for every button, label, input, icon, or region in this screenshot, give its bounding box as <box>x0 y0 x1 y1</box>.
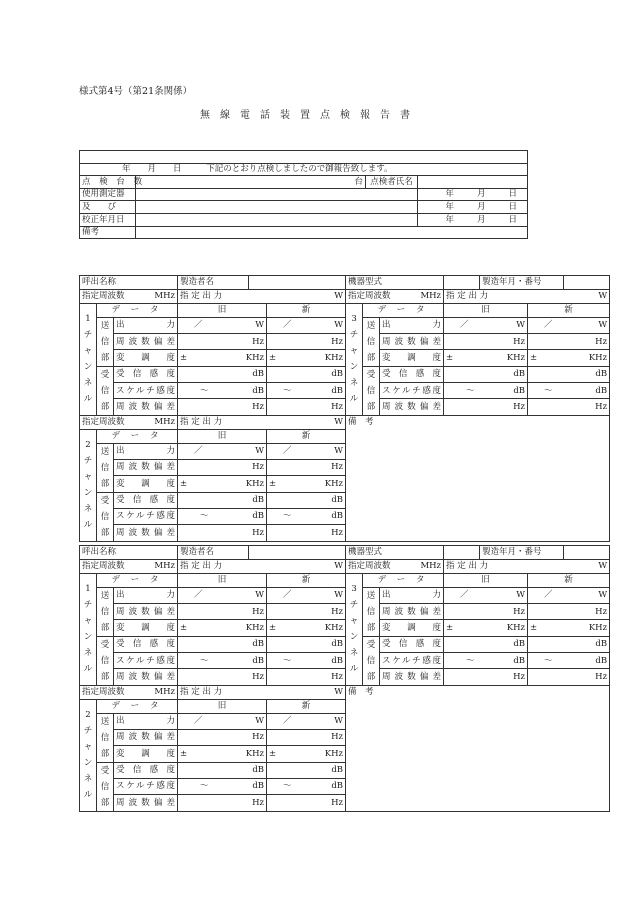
calibration-date-3: 年 月 日 <box>418 213 528 226</box>
row-modulation: 変 調 度 <box>114 350 178 366</box>
row-squelch: スケルチ感度 <box>114 653 178 669</box>
freq-cell-ch1: 指定周波数 MHz <box>80 559 178 573</box>
freq-cell-ch2: 指定周波数 MHz <box>80 415 178 429</box>
tx-section-label: 送 信 部 <box>97 317 114 366</box>
calibration-date-1: 年 月 日 <box>418 188 528 201</box>
new-modulation: ± KHz <box>267 620 346 636</box>
old-output: ／ W <box>178 443 267 459</box>
row-squelch: スケルチ感度 <box>114 383 178 399</box>
new-freq-deviation-rx: Hz <box>267 795 346 811</box>
new-freq-deviation: Hz <box>267 334 346 350</box>
row-freq-deviation-rx: 周波数偏差 <box>380 669 444 685</box>
remarks-label: 備 考 <box>348 416 374 427</box>
remarks-area <box>346 415 610 541</box>
old-sensitivity: dB <box>178 366 267 382</box>
declaration-text: 下記のとおり点検しましたので御報告致します。 <box>206 164 393 175</box>
new-freq-deviation: Hz <box>267 460 346 476</box>
inspector-name-label: 点検者氏名 <box>366 176 418 189</box>
document-title: 無線電話装置点検報告書 <box>200 110 420 121</box>
power-cell-ch3: 指 定 出 力 W <box>444 289 610 303</box>
instrument-label-2: 及 び <box>80 201 136 214</box>
inspection-count-unit: 台 <box>136 176 366 189</box>
new-header: 新 <box>267 429 346 443</box>
new-header: 新 <box>528 573 610 587</box>
new-squelch: ～ dB <box>267 383 346 399</box>
calibration-date-2: 年 月 日 <box>418 201 528 214</box>
old-freq-deviation-rx: Hz <box>178 525 267 541</box>
old-output: ／ W <box>178 587 267 603</box>
old-squelch: ～ dB <box>444 383 528 399</box>
data-header: デ ー タ <box>363 573 444 587</box>
row-output: 出 力 <box>114 443 178 459</box>
row-modulation: 変 調 度 <box>114 620 178 636</box>
old-output: ／ W <box>178 713 267 729</box>
row-freq-deviation: 周波数偏差 <box>380 604 444 620</box>
new-modulation: ± KHz <box>528 350 610 366</box>
channel-3-label: 3 チ ャ ン ネ ル <box>346 303 363 415</box>
row-sensitivity: 受信感度 <box>114 636 178 652</box>
row-sensitivity: 受信感度 <box>380 636 444 652</box>
old-sensitivity: dB <box>444 636 528 652</box>
channel-3-label: 3 チ ャ ン ネ ル <box>346 573 363 685</box>
tx-section-label: 送 信 部 <box>97 713 114 762</box>
old-header: 旧 <box>444 303 528 317</box>
old-sensitivity: dB <box>178 636 267 652</box>
new-freq-deviation-rx: Hz <box>267 669 346 685</box>
new-freq-deviation-rx: Hz <box>267 399 346 415</box>
row-freq-deviation-rx: 周波数偏差 <box>114 795 178 811</box>
row-modulation: 変 調 度 <box>114 476 178 492</box>
call-name-label: 呼出名称 <box>80 546 178 560</box>
power-cell-ch1: 指 定 出 力 W <box>178 559 346 573</box>
old-modulation: ± KHz <box>178 620 267 636</box>
freq-cell-ch3: 指定周波数 MHz <box>346 559 444 573</box>
row-freq-deviation-rx: 周波数偏差 <box>114 669 178 685</box>
row-modulation: 変 調 度 <box>380 620 444 636</box>
row-freq-deviation-rx: 周波数偏差 <box>114 399 178 415</box>
row-freq-deviation: 周波数偏差 <box>380 334 444 350</box>
new-freq-deviation-rx: Hz <box>267 525 346 541</box>
new-header: 新 <box>267 303 346 317</box>
old-header: 旧 <box>178 699 267 713</box>
instrument-value-2 <box>136 201 418 214</box>
old-squelch: ～ dB <box>444 653 528 669</box>
row-squelch: スケルチ感度 <box>114 509 178 525</box>
old-output: ／ W <box>444 587 528 603</box>
old-sensitivity: dB <box>444 366 528 382</box>
model-label: 機器型式 <box>346 276 444 290</box>
blank-row <box>80 151 528 164</box>
channel-1-label: 1 チ ャ ン ネ ル <box>80 303 97 415</box>
report-header-table <box>79 150 528 239</box>
row-output: 出 力 <box>114 713 178 729</box>
declaration-row <box>80 163 528 176</box>
remarks-label: 備考 <box>80 226 136 239</box>
power-cell-ch2: 指 定 出 力 W <box>178 685 346 699</box>
new-modulation: ± KHz <box>267 350 346 366</box>
old-modulation: ± KHz <box>444 620 528 636</box>
data-header: デ ー タ <box>97 699 178 713</box>
row-freq-deviation: 周波数偏差 <box>114 334 178 350</box>
row-freq-deviation-rx: 周波数偏差 <box>380 399 444 415</box>
model-label: 機器型式 <box>346 546 444 560</box>
maker-label: 製造者名 <box>178 546 249 560</box>
new-output: ／ W <box>528 587 610 603</box>
old-modulation: ± KHz <box>178 746 267 762</box>
old-modulation: ± KHz <box>178 350 267 366</box>
new-freq-deviation: Hz <box>528 604 610 620</box>
old-freq-deviation: Hz <box>178 334 267 350</box>
row-output: 出 力 <box>114 317 178 333</box>
row-sensitivity: 受信感度 <box>114 492 178 508</box>
new-squelch: ～ dB <box>528 653 610 669</box>
new-freq-deviation-rx: Hz <box>528 399 610 415</box>
new-output: ／ W <box>528 317 610 333</box>
new-header: 新 <box>528 303 610 317</box>
old-freq-deviation-rx: Hz <box>178 399 267 415</box>
instrument-value-3 <box>136 213 418 226</box>
channel-2-label: 2 チ ャ ン ネ ル <box>80 429 97 541</box>
row-freq-deviation: 周波数偏差 <box>114 460 178 476</box>
power-cell-ch3: 指 定 出 力 W <box>444 559 610 573</box>
old-freq-deviation-rx: Hz <box>444 399 528 415</box>
row-squelch: スケルチ感度 <box>380 383 444 399</box>
new-sensitivity: dB <box>267 492 346 508</box>
row-squelch: スケルチ感度 <box>380 653 444 669</box>
old-header: 旧 <box>178 303 267 317</box>
tx-section-label: 送 信 部 <box>97 443 114 492</box>
freq-cell-ch2: 指定周波数 MHz <box>80 685 178 699</box>
new-sensitivity: dB <box>267 366 346 382</box>
equipment-block-2 <box>79 545 610 812</box>
old-squelch: ～ dB <box>178 509 267 525</box>
rx-section-label: 受 信 部 <box>97 636 114 685</box>
old-freq-deviation: Hz <box>178 730 267 746</box>
new-sensitivity: dB <box>267 636 346 652</box>
old-freq-deviation: Hz <box>444 604 528 620</box>
new-sensitivity: dB <box>528 366 610 382</box>
row-modulation: 変 調 度 <box>380 350 444 366</box>
data-header: デ ー タ <box>97 429 178 443</box>
report-date: 年 月 日 <box>122 164 182 175</box>
new-freq-deviation: Hz <box>528 334 610 350</box>
new-squelch: ～ dB <box>528 383 610 399</box>
model-value <box>444 276 480 290</box>
freq-cell-ch1: 指定周波数 MHz <box>80 289 178 303</box>
model-value <box>444 546 480 560</box>
instrument-value-1 <box>136 188 418 201</box>
row-freq-deviation-rx: 周波数偏差 <box>114 525 178 541</box>
equipment-block-1 <box>79 275 610 542</box>
old-output: ／ W <box>178 317 267 333</box>
inspection-count-label: 点 検 台 数 <box>80 176 136 189</box>
new-freq-deviation-rx: Hz <box>528 669 610 685</box>
old-header: 旧 <box>178 573 267 587</box>
new-freq-deviation: Hz <box>267 730 346 746</box>
instrument-label-1: 使用測定器 <box>80 188 136 201</box>
old-squelch: ～ dB <box>178 653 267 669</box>
old-freq-deviation: Hz <box>178 460 267 476</box>
old-modulation: ± KHz <box>178 476 267 492</box>
data-header: デ ー タ <box>97 303 178 317</box>
rx-section-label: 受 信 部 <box>97 366 114 415</box>
rx-section-label: 受 信 部 <box>363 636 380 685</box>
new-output: ／ W <box>267 443 346 459</box>
row-sensitivity: 受信感度 <box>114 762 178 778</box>
new-output: ／ W <box>267 317 346 333</box>
row-freq-deviation: 周波数偏差 <box>114 730 178 746</box>
form-number: 様式第4号（第21条関係） <box>79 86 193 97</box>
new-squelch: ～ dB <box>267 779 346 795</box>
mfg-value <box>564 276 610 290</box>
row-output: 出 力 <box>380 587 444 603</box>
old-squelch: ～ dB <box>178 383 267 399</box>
instrument-label-3: 校正年月日 <box>80 213 136 226</box>
mfg-label: 製造年月・番号 <box>480 546 564 560</box>
new-squelch: ～ dB <box>267 509 346 525</box>
new-header: 新 <box>267 699 346 713</box>
old-modulation: ± KHz <box>444 350 528 366</box>
rx-section-label: 受 信 部 <box>97 762 114 811</box>
old-freq-deviation: Hz <box>444 334 528 350</box>
old-freq-deviation-rx: Hz <box>178 795 267 811</box>
tx-section-label: 送 信 部 <box>97 587 114 636</box>
maker-value <box>249 546 346 560</box>
new-output: ／ W <box>267 713 346 729</box>
data-header: デ ー タ <box>363 303 444 317</box>
old-freq-deviation-rx: Hz <box>444 669 528 685</box>
tx-section-label: 送 信 部 <box>363 587 380 636</box>
remarks-value <box>136 226 528 239</box>
old-sensitivity: dB <box>178 762 267 778</box>
maker-value <box>249 276 346 290</box>
rx-section-label: 受 信 部 <box>363 366 380 415</box>
mfg-label: 製造年月・番号 <box>480 276 564 290</box>
row-squelch: スケルチ感度 <box>114 779 178 795</box>
new-modulation: ± KHz <box>528 620 610 636</box>
power-cell-ch1: 指 定 出 力 W <box>178 289 346 303</box>
new-squelch: ～ dB <box>267 653 346 669</box>
old-freq-deviation: Hz <box>178 604 267 620</box>
old-sensitivity: dB <box>178 492 267 508</box>
old-output: ／ W <box>444 317 528 333</box>
freq-cell-ch3: 指定周波数 MHz <box>346 289 444 303</box>
old-freq-deviation-rx: Hz <box>178 669 267 685</box>
tx-section-label: 送 信 部 <box>363 317 380 366</box>
new-modulation: ± KHz <box>267 476 346 492</box>
call-name-label: 呼出名称 <box>80 276 178 290</box>
inspector-name-value <box>418 176 528 189</box>
maker-label: 製造者名 <box>178 276 249 290</box>
data-header: デ ー タ <box>97 573 178 587</box>
row-sensitivity: 受信感度 <box>114 366 178 382</box>
row-sensitivity: 受信感度 <box>380 366 444 382</box>
old-header: 旧 <box>444 573 528 587</box>
power-cell-ch2: 指 定 出 力 W <box>178 415 346 429</box>
new-output: ／ W <box>267 587 346 603</box>
new-sensitivity: dB <box>528 636 610 652</box>
channel-1-label: 1 チ ャ ン ネ ル <box>80 573 97 685</box>
row-freq-deviation: 周波数偏差 <box>114 604 178 620</box>
old-squelch: ～ dB <box>178 779 267 795</box>
mfg-value <box>564 546 610 560</box>
old-header: 旧 <box>178 429 267 443</box>
new-freq-deviation: Hz <box>267 604 346 620</box>
row-modulation: 変 調 度 <box>114 746 178 762</box>
new-modulation: ± KHz <box>267 746 346 762</box>
remarks-area <box>346 685 610 811</box>
row-output: 出 力 <box>380 317 444 333</box>
new-header: 新 <box>267 573 346 587</box>
channel-2-label: 2 チ ャ ン ネ ル <box>80 699 97 811</box>
new-sensitivity: dB <box>267 762 346 778</box>
rx-section-label: 受 信 部 <box>97 492 114 541</box>
remarks-label: 備 考 <box>348 686 374 697</box>
row-output: 出 力 <box>114 587 178 603</box>
